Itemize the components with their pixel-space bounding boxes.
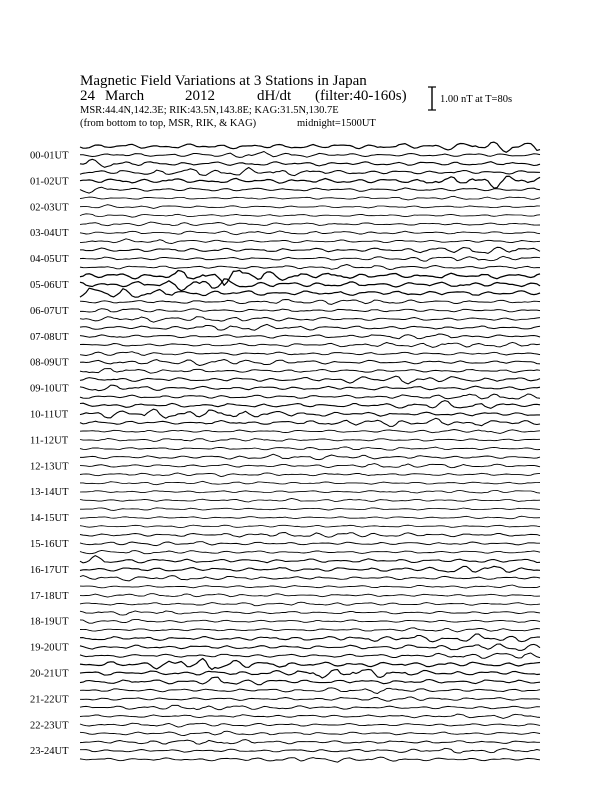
hour-label: 17-18UT <box>30 590 69 602</box>
stations-coords: MSR:44.4N,142.3E; RIK:43.5N,143.8E; KAG:31.5N,130.7E <box>80 105 339 116</box>
trace-rik-05-06UT <box>80 279 540 291</box>
trace-rik-21-22UT <box>80 697 540 701</box>
trace-kag-21-22UT <box>80 688 540 694</box>
trace-msr-22-23UT <box>80 731 540 735</box>
trace-kag-02-03UT <box>80 196 540 200</box>
trace-group <box>80 142 540 762</box>
trace-rik-16-17UT <box>80 566 540 572</box>
trace-rik-09-10UT <box>80 385 540 391</box>
trace-msr-09-10UT <box>80 394 540 399</box>
hour-label: 15-16UT <box>30 539 69 550</box>
chart-title: Magnetic Field Variations at 3 Stations in Japan <box>80 73 367 89</box>
hour-label: 11-12UT <box>30 435 69 447</box>
hour-label: 21-22UT <box>30 694 69 706</box>
trace-msr-18-19UT <box>80 628 540 632</box>
trace-kag-13-14UT <box>80 481 540 484</box>
trace-msr-12-13UT <box>80 473 540 477</box>
station-order-note: (from bottom to top, MSR, RIK, & KAG) <box>80 118 257 129</box>
trace-kag-22-23UT <box>80 714 540 718</box>
trace-kag-00-01UT <box>80 142 540 152</box>
scale-bar <box>428 87 436 110</box>
trace-msr-17-18UT <box>80 602 540 606</box>
trace-msr-16-17UT <box>80 576 540 581</box>
trace-msr-06-07UT <box>80 317 540 323</box>
trace-rik-01-02UT <box>80 176 540 188</box>
trace-rik-22-23UT <box>80 723 540 727</box>
hour-labels <box>30 151 69 758</box>
trace-msr-14-15UT <box>80 525 540 528</box>
hour-label: 10-11UT <box>30 409 69 421</box>
trace-msr-02-03UT <box>80 214 540 217</box>
trace-msr-05-06UT <box>80 288 540 297</box>
hour-label: 13-14UT <box>30 487 69 499</box>
trace-rik-06-07UT <box>80 309 540 312</box>
trace-msr-07-08UT <box>80 342 540 347</box>
hour-label: 08-09UT <box>30 357 69 369</box>
trace-msr-20-21UT <box>80 677 540 685</box>
trace-kag-23-24UT <box>80 740 540 745</box>
trace-rik-14-15UT <box>80 516 540 519</box>
trace-kag-18-19UT <box>80 611 540 615</box>
hour-label: 20-21UT <box>30 668 69 680</box>
trace-rik-20-21UT <box>80 669 540 678</box>
trace-rik-13-14UT <box>80 490 540 493</box>
scale-bar-label: 1.00 nT at T=80s <box>440 94 513 105</box>
date-year: 2012 <box>185 88 215 104</box>
trace-rik-04-05UT <box>80 256 540 261</box>
trace-rik-12-13UT <box>80 464 540 468</box>
trace-rik-23-24UT <box>80 748 540 753</box>
trace-kag-15-16UT <box>80 533 540 538</box>
hour-label: 18-19UT <box>30 616 69 628</box>
hour-label: 00-01UT <box>30 150 69 162</box>
hour-label: 16-17UT <box>30 564 69 576</box>
midnight-note: midnight=1500UT <box>297 118 376 129</box>
hour-label: 03-04UT <box>30 228 69 240</box>
trace-kag-06-07UT <box>80 300 540 305</box>
trace-msr-11-12UT <box>80 447 540 450</box>
trace-kag-11-12UT <box>80 430 540 434</box>
hour-label: 04-05UT <box>30 254 69 266</box>
trace-msr-03-04UT <box>80 239 540 244</box>
trace-kag-19-20UT <box>80 634 540 642</box>
trace-kag-07-08UT <box>80 324 540 330</box>
trace-msr-01-02UT <box>80 187 540 193</box>
trace-msr-04-05UT <box>80 265 540 270</box>
quantity-label: dH/dt <box>257 88 292 104</box>
trace-msr-23-24UT <box>80 757 540 762</box>
hour-label: 05-06UT <box>30 280 69 291</box>
trace-rik-11-12UT <box>80 439 540 442</box>
trace-msr-21-22UT <box>80 705 540 709</box>
hour-label: 06-07UT <box>30 305 69 317</box>
hour-label: 19-20UT <box>30 642 69 654</box>
trace-msr-19-20UT <box>80 653 540 658</box>
trace-kag-14-15UT <box>80 508 540 511</box>
trace-msr-15-16UT <box>80 550 540 553</box>
trace-kag-09-10UT <box>80 376 540 384</box>
trace-kag-03-04UT <box>80 222 540 226</box>
trace-rik-10-11UT <box>80 409 540 418</box>
hour-label: 02-03UT <box>30 202 69 214</box>
trace-rik-17-18UT <box>80 594 540 597</box>
trace-rik-02-03UT <box>80 205 540 209</box>
trace-kag-01-02UT <box>80 168 540 176</box>
hour-label: 07-08UT <box>30 331 69 343</box>
trace-rik-08-09UT <box>80 360 540 366</box>
hour-label: 23-24UT <box>30 746 69 758</box>
trace-rik-15-16UT <box>80 542 540 546</box>
trace-msr-13-14UT <box>80 498 540 502</box>
date-day: 24 <box>80 88 95 104</box>
trace-kag-17-18UT <box>80 585 540 588</box>
trace-msr-00-01UT <box>80 159 540 167</box>
trace-kag-16-17UT <box>80 556 540 563</box>
hour-label: 14-15UT <box>30 513 69 525</box>
trace-rik-19-20UT <box>80 644 540 650</box>
trace-rik-03-04UT <box>80 231 540 235</box>
trace-kag-20-21UT <box>80 659 540 670</box>
trace-msr-10-11UT <box>80 418 540 426</box>
trace-kag-05-06UT <box>80 270 540 285</box>
trace-rik-18-19UT <box>80 619 540 623</box>
trace-kag-10-11UT <box>80 401 540 409</box>
trace-msr-08-09UT <box>80 369 540 374</box>
trace-rik-07-08UT <box>80 334 540 339</box>
filter-label: (filter:40-160s) <box>315 88 407 104</box>
trace-kag-12-13UT <box>80 454 540 459</box>
trace-kag-04-05UT <box>80 247 540 253</box>
date-month: March <box>105 88 145 104</box>
trace-kag-08-09UT <box>80 352 540 356</box>
hour-label: 01-02UT <box>30 176 69 188</box>
hour-label: 09-10UT <box>30 383 69 395</box>
hour-label: 22-23UT <box>30 720 69 732</box>
trace-rik-00-01UT <box>80 152 540 158</box>
hour-label: 12-13UT <box>30 461 69 473</box>
